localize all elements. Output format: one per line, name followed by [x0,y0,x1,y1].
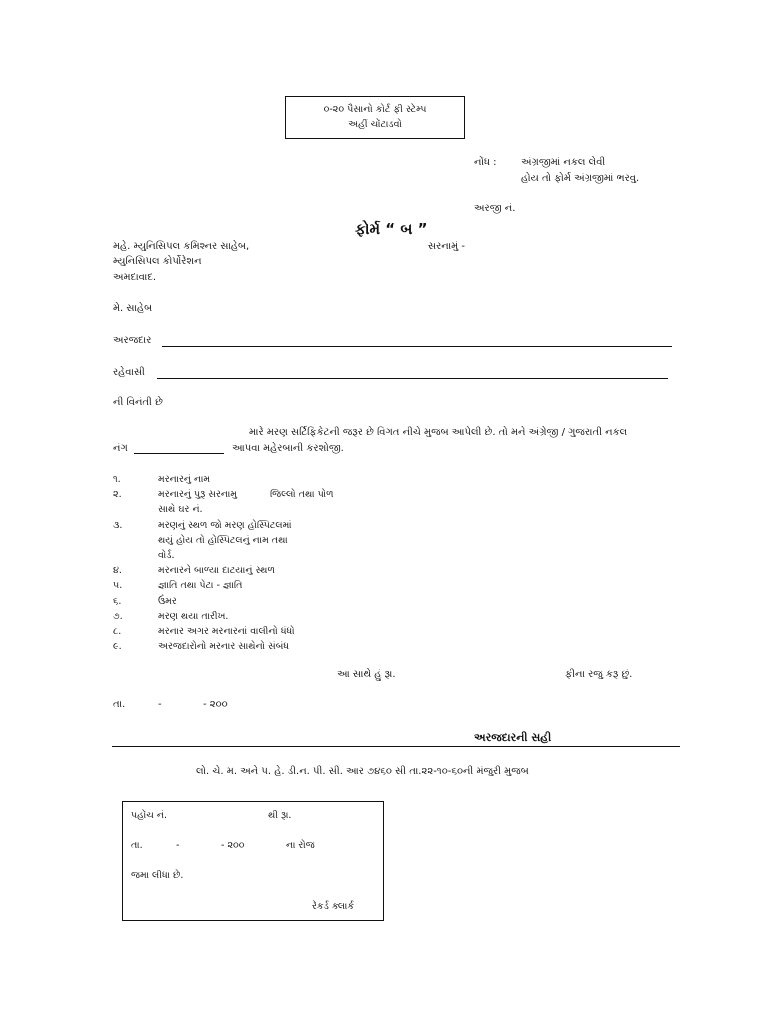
list-item [113,548,433,563]
resident-address-line[interactable] [157,378,668,379]
note-line-1: અંગ્રજીમાં નકલ લેવી [521,157,606,168]
item-text: ઉંમર [158,595,177,607]
item-text: સાથે ઘર નં. [158,504,203,516]
date-label: તા. [113,699,126,710]
list-item [113,472,433,487]
resident-label: રહેવાસી [113,367,145,378]
list-item [113,533,433,548]
list-item [113,594,433,609]
applicant-signature-label: અરજદારની સહી [474,731,552,744]
item-text: મરનારનું નામ [158,474,211,485]
item-number: ૩. [113,519,123,531]
stamp-line-1: ૦-૨૦ પૈસાનો કોર્ટ ફી સ્ટેમ્પ [323,104,427,115]
receipt-number-label: પહોંચ નં. [131,810,168,821]
item-text: મરણ થયા તારીખ. [158,610,229,622]
body-line-2-suffix: આપવા મહેરબાની કરશોજી. [232,443,344,454]
receipt-on-day: ના રોજ [286,840,315,851]
salutation: મે. સાહેબ [113,303,153,314]
item-number: ૪. [113,565,122,577]
note-label: નોંધ : [474,157,497,168]
list-item [113,639,433,654]
applicant-label: અરજદાર [113,335,152,346]
item-number: ૬. [113,595,122,607]
list-item [113,518,433,533]
item-text: મરનારનું પુરૂ સરનામુ [158,489,237,501]
address-label: સરનામું - [428,241,466,252]
application-number-label: અરજી નં. [474,203,516,214]
item-text: જ્ઞાતિ તથા પેટા - જ્ઞાતિ [158,580,243,592]
court-fee-stamp-box [285,96,465,139]
item-text: વોર્ડ. [158,549,175,561]
receipt-date-year: - ૨૦૦ [221,840,245,851]
body-line-1: મારે મરણ સર્ટિફિકેટની જરૂર છે વિગત નીચે મુજબ આપેલી છે. તો મને અંગ્રેજી / ગુજરાતી નકલ [249,427,628,438]
item-text: થયું હોય તો હોસ્પિટલનું નામ તથા [158,534,288,546]
receipt-date-separator: - [176,840,180,851]
request-text: ની વિનંતી છે [113,397,163,408]
addressee-line-2: મ્યુનિસિપલ કોર્પોરેશન [113,256,202,267]
form-title: ફોર્મ “ બ ” [355,220,428,238]
details-list [113,472,433,654]
list-item [113,609,433,624]
signature-divider [112,746,680,747]
item-number: ૮. [113,625,122,637]
item-number: ૧. [113,474,121,485]
list-item [113,578,433,593]
copies-count-line[interactable] [134,453,224,454]
item-number: ૨. [113,489,122,501]
receipt-amount-label: થી રૂા. [268,810,292,821]
addressee-line-1: મહે. મ્યુનિસિપલ કમિશ્નર સાહેબ, [113,241,250,252]
date-separator: - [158,699,162,710]
list-item [113,624,433,639]
addressee-line-3: અમદાવાદ. [113,272,157,283]
list-item [113,487,433,502]
item-text: અરજદારોનો મરનાર સાથેનો સંબંધ [158,641,290,653]
item-number: ૭. [113,610,123,622]
receipt-deposited: જમા લીધા છે. [131,870,184,881]
item-number: ૯. [113,641,122,653]
record-clerk-label: રેકર્ડ ક્લાર્ક [312,901,355,912]
item-text: મરનારને બાળ્યા દાટયાનું સ્થળ [158,565,275,577]
item-extra-text: જિલ્લો તથા પોળ [270,489,334,501]
fee-text-left: આ સાથે હું રૂા. [337,669,396,680]
applicant-name-line[interactable] [162,346,672,347]
list-item [113,502,433,517]
receipt-date-label: તા. [131,840,143,851]
item-text: મરણનું સ્થળ જો મરણ હોસ્પિટલમાં [158,519,292,531]
item-text: મરનાર અગર મરનારનાં વાલીનો ધંધો [158,625,295,637]
note-line-2: હોય તો ફોર્મ અંગ્રજીમાં ભરવુ. [521,173,640,184]
receipt-box [122,801,384,921]
fee-text-right: ફીના રજુ કરૂ છું. [565,669,633,680]
item-number: ૫. [113,580,123,592]
copies-label: નંગ [113,443,128,454]
date-year: - ૨૦૦ [203,699,228,710]
approval-text: લો. ચે. મ. અને પ. હે. ડી.ન. પી. સી. આર ૭૪૬૦ સી તા.૨૨-૧૦-૬૦ની મંજુરી મુજબ [196,766,529,777]
stamp-line-2: અહીં ચોંટાડવો [348,119,402,130]
list-item [113,563,433,578]
